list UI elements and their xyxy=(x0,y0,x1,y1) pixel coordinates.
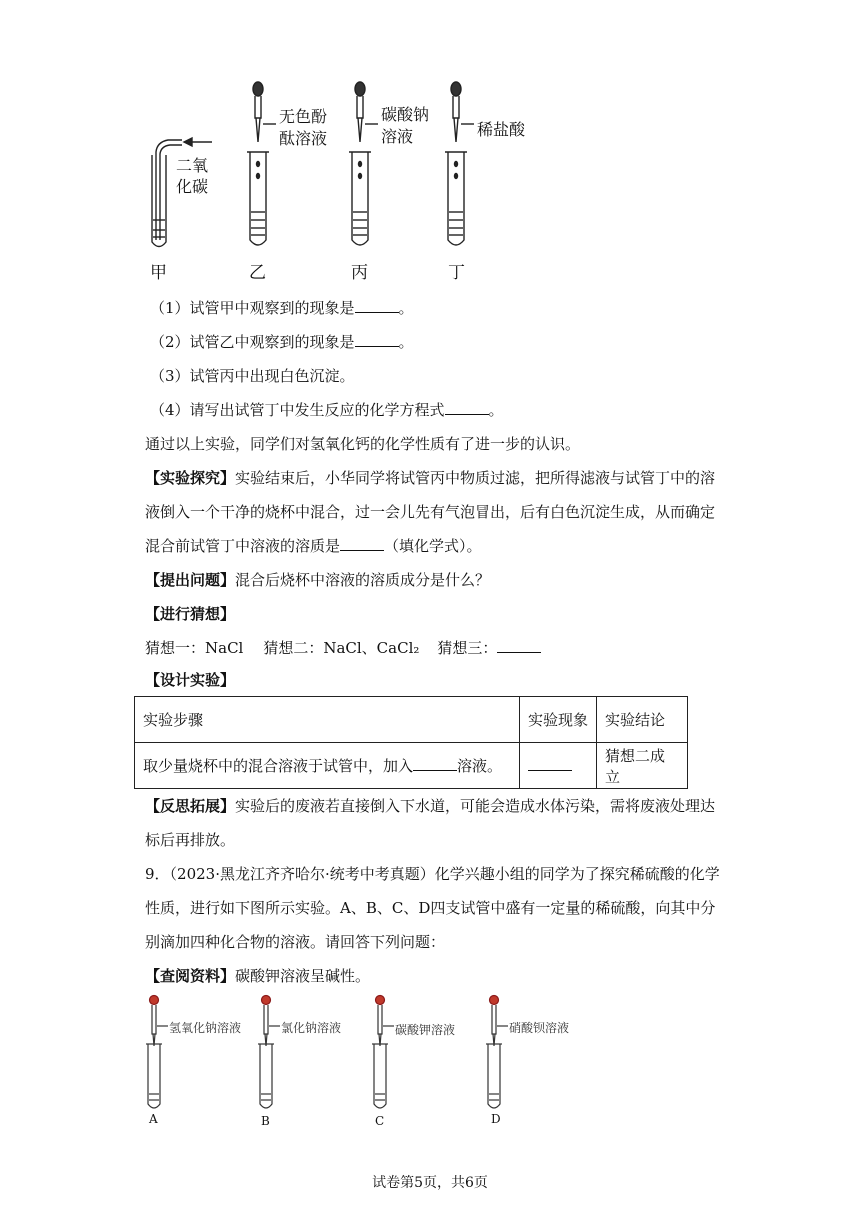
answer-blank xyxy=(355,332,399,347)
section-tag: 【进行猜想】 xyxy=(145,605,236,623)
tube-label: C xyxy=(375,1114,385,1128)
test-tube-c xyxy=(372,996,394,1109)
test-tube-d xyxy=(486,996,508,1109)
dropper-icon xyxy=(355,82,378,142)
guess-one: 猜想一：NaCl xyxy=(145,639,244,657)
reagent-label-potassium-carbonate: 碳酸钾溶液 xyxy=(395,1023,456,1037)
q9-line: 性质，进行如下图所示实验。A、B、C、D四支试管中盛有一定量的稀硫酸，向其中分 xyxy=(145,899,716,917)
guess-three: 猜想三： xyxy=(437,639,498,657)
paragraph-text: 实验结束后，小华同学将试管丙中物质过滤，把所得滤液与试管丁中的溶 xyxy=(235,469,716,487)
paragraph-text: 碳酸钾溶液呈碱性。 xyxy=(235,967,371,985)
test-tube-bing xyxy=(349,152,371,245)
section-tag: 【提出问题】 xyxy=(145,571,236,589)
test-tube-ding xyxy=(445,152,467,245)
paragraph-text: （填化学式）。 xyxy=(384,537,482,555)
table-cell: 猜想二成立 xyxy=(597,743,688,789)
answer-blank xyxy=(445,400,489,415)
design-heading xyxy=(145,670,235,690)
answer-blank xyxy=(528,756,572,771)
question-line: （3）试管丙中出现白色沉淀。 xyxy=(150,367,355,385)
table-row xyxy=(135,743,688,789)
tube-label: 丙 xyxy=(351,263,368,283)
reflect-line xyxy=(145,796,715,816)
section-tag: 【查阅资料】 xyxy=(145,967,236,985)
tube-label: 甲 xyxy=(150,263,167,283)
answer-blank xyxy=(355,298,399,313)
page-footer: 试卷第5页，共6页 xyxy=(372,1175,488,1191)
reagent-label-sodium-hydroxide: 氢氧化钠溶液 xyxy=(169,1021,242,1035)
question-prompt xyxy=(145,570,490,590)
dropper-icon xyxy=(253,82,276,142)
tube-label: B xyxy=(261,1114,270,1128)
q9-line: 9．（2023·黑龙江齐齐哈尔·统考中考真题）化学兴趣小组的同学为了探究稀硫酸的化学 xyxy=(145,865,720,883)
gas-label-carbon-dioxide: 二氧化碳 xyxy=(176,156,209,196)
question-line: （1）试管甲中观察到的现象是 。 xyxy=(150,299,414,317)
summary-text: 通过以上实验，同学们对氢氧化钙的化学性质有了进一步的认识。 xyxy=(145,435,581,453)
question-line: （2）试管乙中观察到的现象是 。 xyxy=(150,333,414,351)
question-line: （4）请写出试管丁中发生反应的化学方程式 。 xyxy=(150,401,504,419)
dropper-icon xyxy=(451,82,474,142)
cell-text: 取少量烧杯中的混合溶液于试管中，加入 xyxy=(143,757,414,775)
answer-blank xyxy=(413,756,457,771)
question-text: （1）试管甲中观察到的现象是 xyxy=(150,299,355,317)
q9-line: 别滴加四种化合物的溶液。请回答下列问题： xyxy=(145,933,446,951)
answer-blank xyxy=(497,638,541,653)
tube-label: 乙 xyxy=(249,263,266,283)
tube-label: A xyxy=(149,1112,158,1126)
paragraph-text: 混合后烧杯中溶液的溶质成分是什么？ xyxy=(235,571,491,589)
table-header: 实验现象 xyxy=(520,697,597,743)
test-tube-a xyxy=(146,996,168,1109)
guess-two: 猜想二：NaCl、CaCl₂ xyxy=(263,639,420,657)
paragraph-text: 混合前试管丁中溶液的溶质是 xyxy=(145,537,341,555)
question-text: （2）试管乙中观察到的现象是 xyxy=(150,333,355,351)
reagent-label-hydrochloric-acid: 稀盐酸 xyxy=(477,120,526,139)
guess-line xyxy=(145,638,541,658)
section-tag: 【反思拓展】 xyxy=(145,797,236,815)
guess-heading xyxy=(145,604,235,624)
reflect-line: 标后再排放。 xyxy=(145,831,236,849)
paragraph-text: 实验后的废液若直接倒入下水道，可能会造成水体污染，需将废液处理达 xyxy=(235,797,716,815)
table-cell xyxy=(520,743,597,789)
explore-line: 液倒入一个干净的烧杯中混合，过一会儿先有气泡冒出，后有白色沉淀生成，从而确定 xyxy=(145,503,716,521)
info-line xyxy=(145,966,370,986)
test-tube-b xyxy=(258,996,280,1109)
section-tag: 【设计实验】 xyxy=(145,671,236,689)
answer-blank xyxy=(340,536,384,551)
figure-sulfuric-acid-tubes xyxy=(140,990,580,1110)
tube-label: 丁 xyxy=(448,263,465,283)
table-header: 实验步骤 xyxy=(135,697,520,743)
tube-label: D xyxy=(491,1112,501,1126)
arrow-icon xyxy=(184,138,212,146)
table-cell xyxy=(135,743,520,789)
cell-text: 溶液。 xyxy=(457,757,503,775)
explore-line xyxy=(145,468,715,488)
section-tag: 【实验探究】 xyxy=(145,469,236,487)
reagent-label-sodium-chloride: 氯化钠溶液 xyxy=(281,1021,342,1035)
reagent-label-sodium-carbonate: 碳酸钠溶液 xyxy=(381,105,430,146)
question-text: （4）请写出试管丁中发生反应的化学方程式 xyxy=(150,401,445,419)
reagent-label-barium-nitrate: 硝酸钡溶液 xyxy=(509,1021,570,1035)
table-header-row xyxy=(135,697,688,743)
reagent-label-phenolphthalein: 无色酚酞溶液 xyxy=(279,107,328,148)
table-header: 实验结论 xyxy=(597,697,688,743)
explore-line xyxy=(145,536,482,556)
experiment-table xyxy=(134,696,688,789)
test-tube-yi xyxy=(247,152,269,245)
